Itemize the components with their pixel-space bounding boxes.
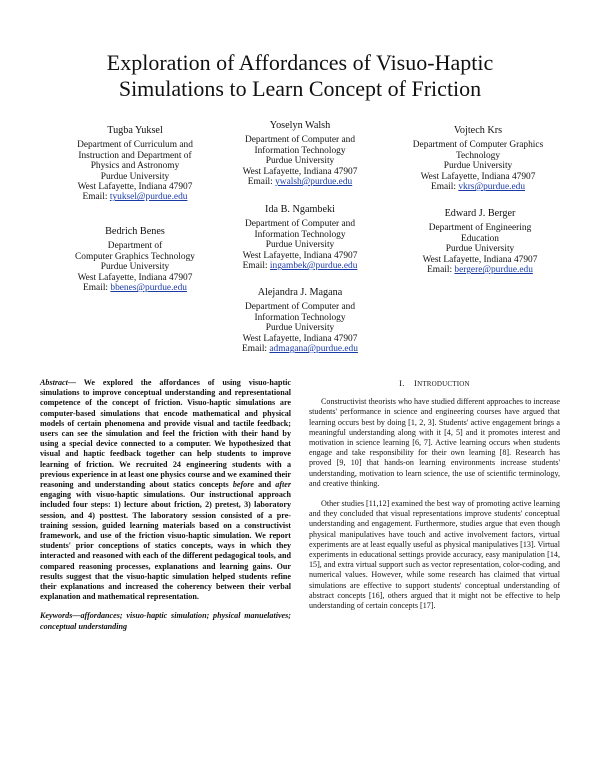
author-affiliation-line: Department of Computer and [244, 302, 356, 313]
intro-paragraph-1: Constructivist theorists who have studied different approaches to increase students' performance in science and engineering courses have argued that learning occurs best by doing [1, 2, 3]. Students' active engagement brings a meaningful understanding along with it [4, 5] and it promotes interest and motivation in science learning [6, 7]. Active learning occurs when students engage and take responsibility for their own learning [8]. Research has proved [9, 10] that hands-on learning environments increase students' understanding, motivation to learn science, the use of scientific terminology, and creative thinking. [309, 397, 560, 488]
author-email-link[interactable]: vkrs@purdue.edu [458, 182, 526, 193]
author-affiliation-line: Department of Curriculum and [77, 140, 193, 151]
section-number: I. [399, 378, 405, 388]
author-affiliation-line: Purdue University [265, 240, 335, 251]
email-prefix: Email: [430, 182, 459, 193]
abstract-text-a: We explored the affordances of using visuo-haptic simulations to improve conceptual understanding and representational competence of the concept of friction. Visuo-haptic simulations are computer-based simulations that encode mathematical and physical models of certain phenomena and provide visual and tactile feedback; users can see the simulation and feel the friction with their hand by using a special device connected to a computer. We hypothesized that visual and haptic feedback together can help students to improve learning of friction. We recruited 24 engineering students with a previous experience in at least one physics course and we examined their reasoning and understanding about statics concepts [40, 378, 291, 490]
author-name: Edward J. Berger [444, 208, 516, 219]
author-affiliation-line: Department of Engineering [428, 223, 532, 234]
keywords-text: affordances; visuo-haptic simulation; physical manuelatives; conceptual understanding [40, 611, 291, 631]
author-name: Ida B. Ngambeki [265, 204, 335, 215]
author-email-link[interactable]: tyuksel@purdue.edu [109, 192, 188, 203]
keywords-label: Keywords— [40, 611, 81, 621]
paper-title [40, 50, 560, 102]
author-email-line [220, 177, 380, 187]
author-name: Yoselyn Walsh [269, 120, 331, 131]
author-affiliation-line: West Lafayette, Indiana 47907 [242, 250, 358, 261]
author-affiliation-line: Information Technology [254, 145, 346, 156]
keywords [40, 611, 291, 631]
author-block-krs [393, 126, 563, 192]
author-affiliation-line: Department of Computer and [244, 135, 356, 146]
left-column [40, 378, 291, 632]
section-title-rest: NTRODUCTION [417, 380, 470, 388]
author-affiliation-line: Information Technology [254, 229, 346, 240]
author-block-benes [55, 227, 215, 293]
abstract-em-after: after [275, 480, 291, 490]
author-email-link[interactable]: ywalsh@purdue.edu [275, 177, 353, 188]
author-email-line [400, 265, 560, 275]
email-prefix: Email: [82, 192, 110, 203]
author-name: Vojtech Krs [453, 125, 503, 136]
abstract-label: Abstract [40, 378, 68, 387]
author-name: Bedrich Benes [105, 226, 165, 237]
author-affiliation-line: West Lafayette, Indiana 47907 [242, 166, 358, 177]
email-prefix: Email: [427, 265, 455, 276]
author-block-yuksel [55, 126, 215, 203]
title-line-1: Exploration of Affordances of Visuo-Haptic [106, 50, 494, 75]
email-prefix: Email: [247, 177, 276, 188]
author-affiliation-line: Physics and Astronomy [90, 161, 180, 172]
author-email-line [55, 283, 215, 293]
author-affiliation-line: Department of [107, 241, 163, 252]
section-title-first: I [414, 378, 418, 388]
author-block-magana [220, 288, 380, 354]
abstract-text-and: and [253, 480, 276, 490]
author-affiliation-line: Department of Computer and [244, 219, 356, 230]
author-affiliation-line: Instruction and Department of [78, 150, 192, 161]
author-name: Tugba Yuksel [107, 125, 163, 136]
email-prefix: Email: [242, 261, 270, 272]
section-heading-introduction [309, 378, 560, 389]
author-affiliation-line: West Lafayette, Indiana 47907 [242, 333, 358, 344]
author-email-line [55, 192, 215, 202]
author-name: Alejandra J. Magana [257, 287, 343, 298]
author-affiliation-line: West Lafayette, Indiana 47907 [77, 272, 193, 283]
right-column [309, 378, 560, 621]
author-email-link[interactable]: ingambek@purdue.edu [269, 261, 358, 272]
author-email-link[interactable]: bbenes@purdue.edu [110, 283, 187, 294]
author-affiliation-line: West Lafayette, Indiana 47907 [422, 254, 538, 265]
author-affiliation-line: Purdue University [265, 156, 335, 167]
author-affiliation-line: Computer Graphics Technology [75, 251, 195, 262]
author-block-walsh [220, 121, 380, 187]
abstract-text-b: engaging with visuo-haptic simulations. Our instructional approach included four steps: 1) lecture about friction, 2) pretest, 3) laboratory session, and 4) posttest. The laboratory session consisted of a pre-training session, guided learning materials based on a constructivist framework, and use of the friction visuo-haptic simulation. We report students' prior conceptions of statics concepts, ways in which they interacted and reasoned with each of the different pedagogical tools, and compared reasoning processes, explanations and learning gains. Our results suggest that the visuo-haptic simulation helped students refine their explanations and increased the coherency between their verbal explanation and mathematical representation. [40, 490, 291, 602]
author-email-line [220, 261, 380, 271]
author-block-ngambeki [220, 205, 380, 271]
author-affiliation-line: Purdue University [445, 244, 515, 255]
author-affiliation-line: West Lafayette, Indiana 47907 [420, 171, 536, 182]
author-affiliation-line: Purdue University [443, 161, 513, 172]
author-affiliation-line: Purdue University [265, 323, 335, 334]
author-block-berger [400, 209, 560, 275]
author-email-link[interactable]: admagana@purdue.edu [269, 344, 358, 355]
author-affiliation-line: Education [460, 233, 499, 244]
author-affiliation-line: Information Technology [254, 312, 346, 323]
abstract-dash: — [67, 378, 84, 387]
author-affiliation-line: Technology [455, 150, 501, 161]
author-affiliation-line: Purdue University [100, 262, 170, 273]
author-affiliation-line: Purdue University [100, 171, 170, 182]
author-email-line [393, 182, 563, 192]
author-affiliation-line: Department of Computer Graphics [412, 140, 544, 151]
abstract [40, 378, 291, 602]
author-email-link[interactable]: bergere@purdue.edu [454, 265, 533, 276]
email-prefix: Email: [242, 344, 270, 355]
title-line-2: Simulations to Learn Concept of Friction [118, 76, 482, 101]
abstract-em-before: before [232, 480, 254, 490]
intro-paragraph-2: Other studies [11,12] examined the best way of promoting active learning and they concluded that visual representations improve students' conceptual understanding and engagement. Furthermore, studies argue that even though physical manipulatives have touch and active involvement factors, virtual experiments are at least equally useful as physical manipulatives [13]. Virtual experiments in educational settings provide accuracy, easy manipulation [14, 15], and extra virtual support such as vector representation, color-coding, and numerical values. However, while some research has claimed that virtual simulations are effective to support students' conceptual understanding of abstract concepts [16], others argued that it might not be effective to help understanding of certain concepts [17]. [309, 499, 560, 611]
author-email-line [220, 344, 380, 354]
author-affiliation-line: West Lafayette, Indiana 47907 [77, 182, 193, 193]
email-prefix: Email: [83, 283, 111, 294]
